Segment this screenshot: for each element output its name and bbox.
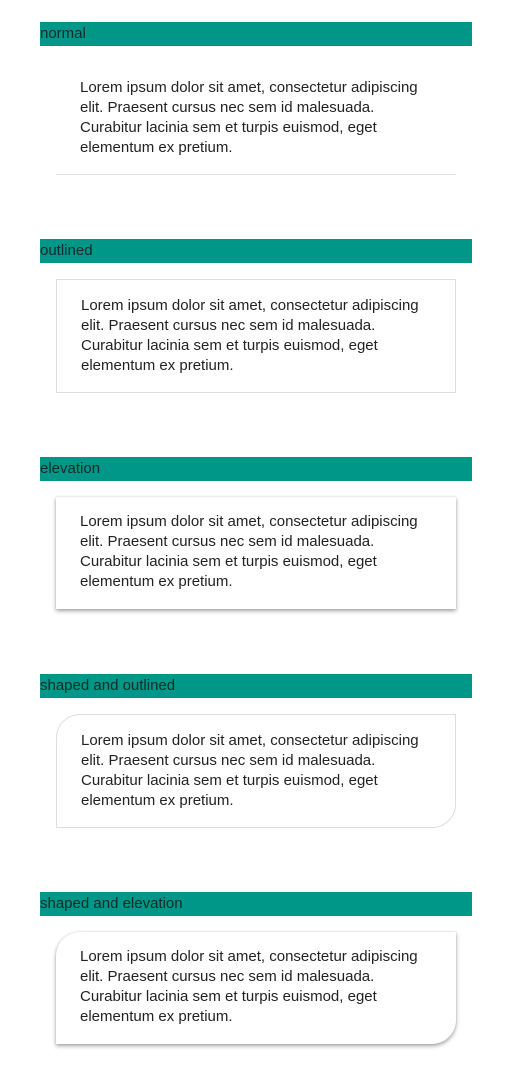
card-elevation xyxy=(56,497,456,609)
section-header-outlined: outlined xyxy=(40,239,472,263)
card-normal xyxy=(56,66,456,175)
section-header-shaped-outlined: shaped and outlined xyxy=(40,674,472,698)
card-text: Lorem ipsum dolor sit amet, consectetur adipiscing elit. Praesent cursus nec sem id malesuada. Curabitur lacinia sem et turpis euismod, eget elementum ex pretium. xyxy=(80,513,418,590)
card-shaped-outlined xyxy=(56,714,456,828)
card-text: Lorem ipsum dolor sit amet, consectetur adipiscing elit. Praesent cursus nec sem id malesuada. Curabitur lacinia sem et turpis euismod, eget elementum ex pretium. xyxy=(81,732,419,809)
card-text: Lorem ipsum dolor sit amet, consectetur adipiscing elit. Praesent cursus nec sem id malesuada. Curabitur lacinia sem et turpis euismod, eget elementum ex pretium. xyxy=(80,79,418,156)
card-outlined xyxy=(56,279,456,393)
card-shaped-elevation xyxy=(56,932,456,1044)
section-header-shaped-elevation: shaped and elevation xyxy=(40,892,472,916)
section-header-normal: normal xyxy=(40,22,472,46)
card-text: Lorem ipsum dolor sit amet, consectetur adipiscing elit. Praesent cursus nec sem id malesuada. Curabitur lacinia sem et turpis euismod, eget elementum ex pretium. xyxy=(80,948,418,1025)
section-header-elevation: elevation xyxy=(40,457,472,481)
card-text: Lorem ipsum dolor sit amet, consectetur adipiscing elit. Praesent cursus nec sem id malesuada. Curabitur lacinia sem et turpis euismod, eget elementum ex pretium. xyxy=(81,297,419,374)
